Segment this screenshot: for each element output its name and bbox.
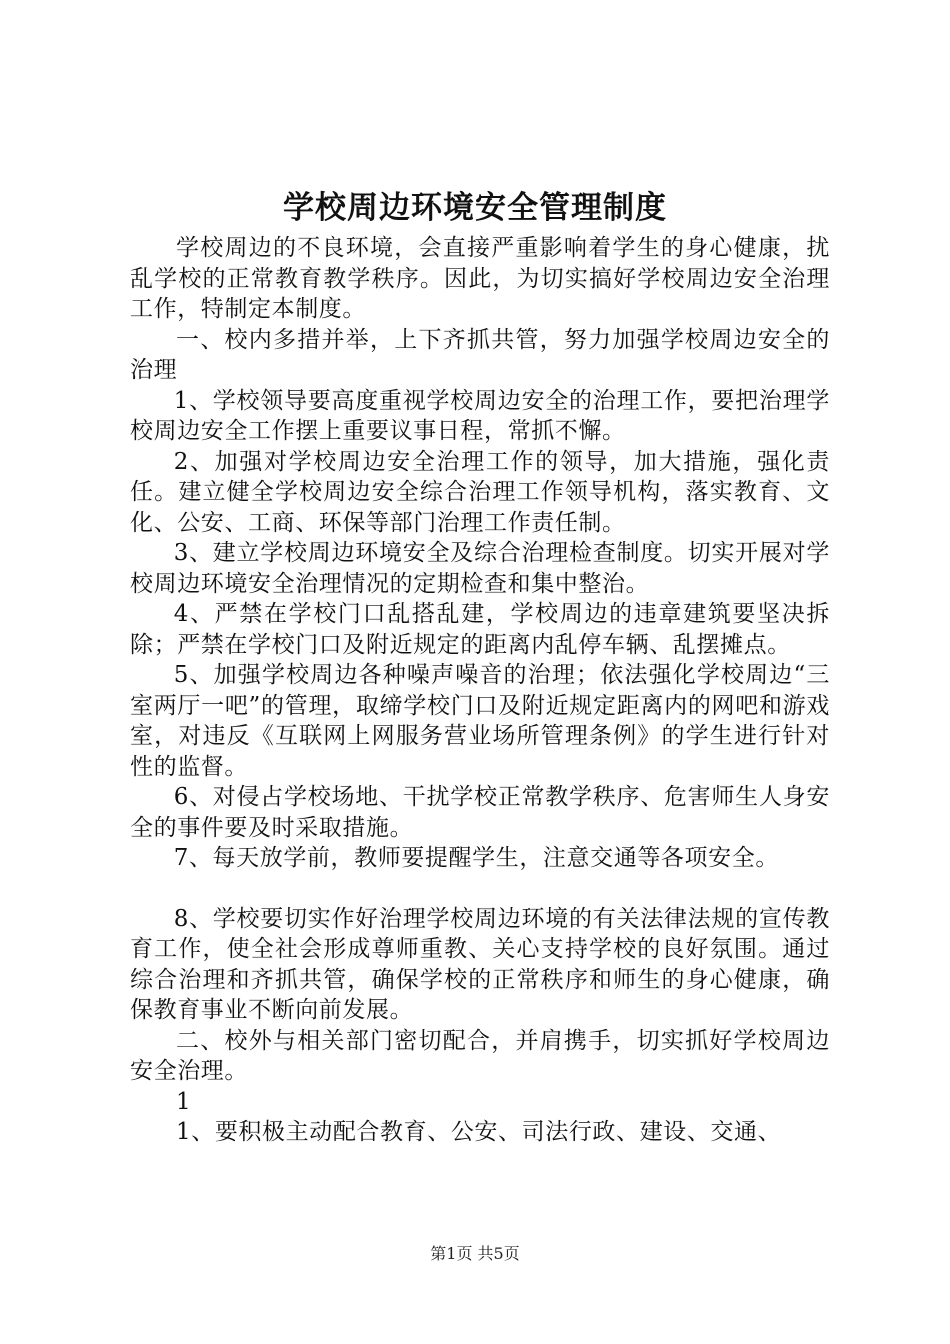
paragraph-item-2: 2、加强对学校周边安全治理工作的领导，加大措施，强化责任。建立健全学校周边安全综合治理工作领导机构，落实教育、文化、公安、工商、环保等部门治理工作责任制。 [130, 448, 830, 536]
paragraph-item-1: 1、学校领导要高度重视学校周边安全的治理工作，要把治理学校周边安全工作摆上重要议事日程，常抓不懈。 [130, 387, 830, 444]
paragraph-item-6: 6、对侵占学校场地、干扰学校正常教学秩序、危害师生人身安全的事件要及时采取措施。 [130, 784, 830, 841]
page-footer: 第1页 共5页 [430, 1244, 520, 1263]
paragraph-item-2-1: 1、要积极主动配合教育、公安、司法行政、建设、交通、 [176, 1119, 782, 1145]
paragraph-item-7: 7、每天放学前，教师要提醒学生，注意交通等各项安全。 [173, 845, 779, 871]
paragraph-item-4: 4、严禁在学校门口乱搭乱建，学校周边的违章建筑要坚决拆除；严禁在学校门口及附近规定的距离内乱停车辆、乱摆摊点。 [130, 601, 830, 658]
document-title: 学校周边环境安全管理制度 [283, 190, 667, 226]
document-body [130, 233, 830, 1148]
paragraph-marker: 1 [176, 1088, 192, 1115]
section-heading-1: 一、校内多措并举，上下齐抓共管，努力加强学校周边安全的治理 [130, 326, 830, 383]
section-heading-2: 二、校外与相关部门密切配合，并肩携手，切实抓好学校周边安全治理。 [130, 1027, 830, 1084]
paragraph-spacer [130, 874, 830, 904]
paragraph-item-8: 8、学校要切实作好治理学校周边环境的有关法律法规的宣传教育工作，使全社会形成尊师重教、关心支持学校的良好氛围。通过综合治理和齐抓共管，确保学校的正常秩序和师生的身心健康，确保教育事业不断向前发展。 [130, 905, 830, 1023]
paragraph-intro: 学校周边的不良环境，会直接严重影响着学生的身心健康，扰乱学校的正常教育教学秩序。因此，为切实搞好学校周边安全治理工作，特制定本制度。 [130, 235, 830, 322]
paragraph-item-3: 3、建立学校周边环境安全及综合治理检查制度。切实开展对学校周边环境安全治理情况的定期检查和集中整治。 [130, 540, 830, 597]
paragraph-item-5: 5、加强学校周边各种噪声噪音的治理；依法强化学校周边“三室两厅一吧”的管理，取缔学校门口及附近规定距离内的网吧和游戏室，对违反《互联网上网服务营业场所管理条例》的学生进行针对性的监督。 [130, 662, 830, 780]
